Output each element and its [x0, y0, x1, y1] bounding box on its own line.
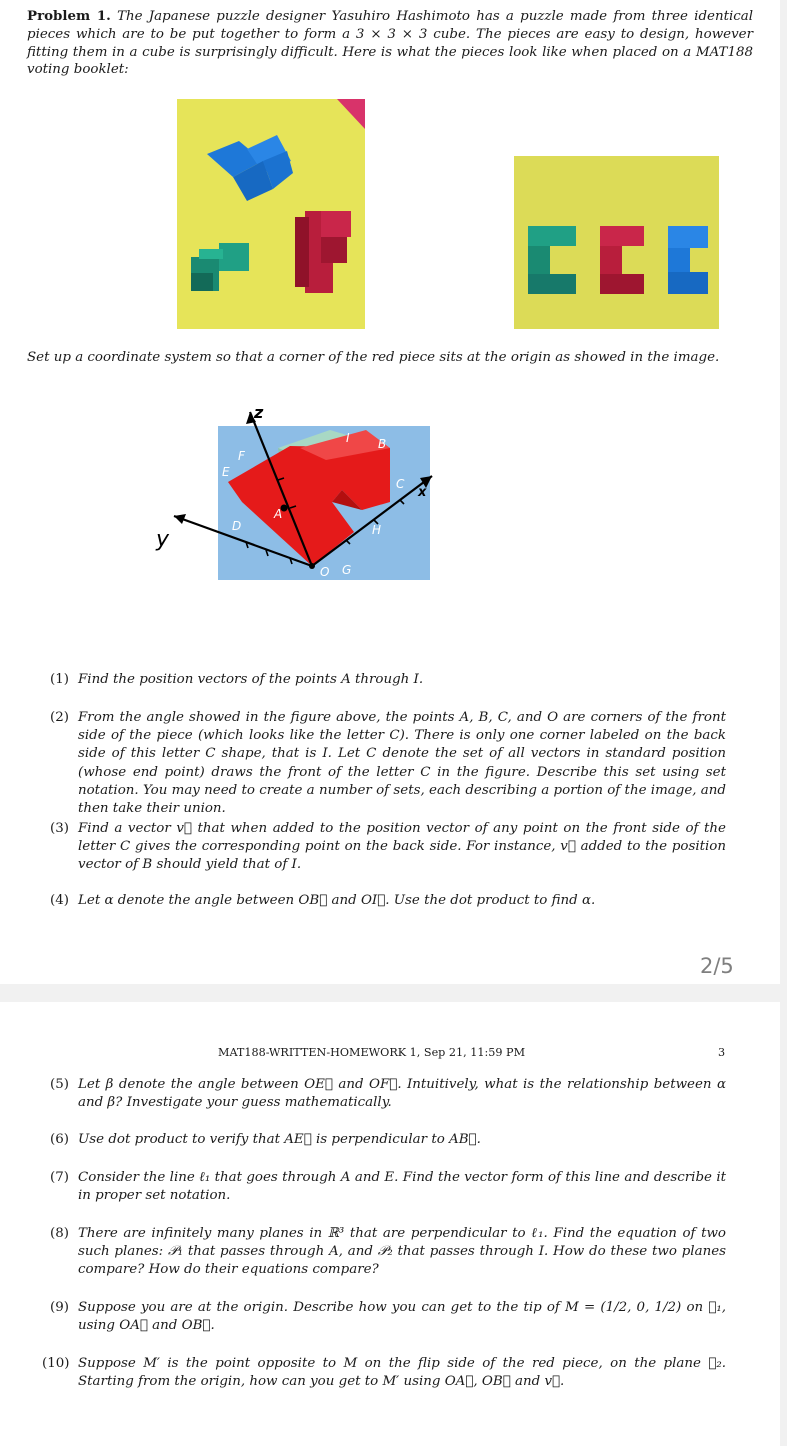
letter-c-pieces-illustration	[514, 156, 719, 329]
z-axis-label: z	[254, 403, 264, 422]
question-2-number: (2)	[50, 710, 69, 725]
question-9-text: Suppose you are at the origin. Describe how you can get to the tip of M = (1/2, 0, 1/2) on 𝒫₁, using OA⃗ and OB⃗.	[78, 1300, 726, 1334]
problem-intro-text: The Japanese puzzle designer Yasuhiro Hashimoto has a puzzle made from three identical pieces which are to be put together to form a 3 × 3 × 3 cube. The pieces are easy to design, however fitting them in a cube is surprisingly difficult. Here is what the pieces look like when placed on a MAT188 voting booklet:	[27, 9, 753, 78]
question-5-text: Let β denote the angle between OE⃗ and OF⃗. Intuitively, what is the relationship between α and β? Investigate your guess mathematically.	[78, 1077, 726, 1111]
point-f-label: F	[238, 449, 245, 463]
origin-marker	[309, 563, 315, 569]
question-3-text: Find a vector v⃗ that when added to the position vector of any point on the front side of the letter C gives the corresponding point on the back side. For instance, v⃗ added to the position vector of B should yield that of I.	[78, 821, 726, 873]
point-e-label: E	[222, 465, 230, 479]
point-h-label: H	[372, 523, 382, 537]
puzzle-pieces-photo	[177, 99, 365, 329]
letter-c-pieces-photo	[514, 156, 719, 329]
point-b-label: B	[378, 437, 387, 451]
y-axis-label: y	[156, 527, 170, 552]
coordinate-diagram-svg	[150, 390, 450, 620]
question-4-number: (4)	[50, 893, 69, 908]
question-8	[50, 1225, 726, 1280]
question-6-text: Use dot product to verify that AE⃗ is perpendicular to AB⃗.	[78, 1132, 481, 1147]
question-7-number: (7)	[50, 1170, 69, 1185]
document-page-2	[0, 1002, 780, 1446]
question-1-number: (1)	[50, 672, 69, 687]
problem-label: Problem 1.	[27, 8, 111, 24]
running-head-title: MAT188-WRITTEN-HOMEWORK 1, Sep 21, 11:59 PM	[218, 1046, 526, 1059]
question-10-number: (10)	[42, 1356, 70, 1371]
question-9	[50, 1299, 726, 1335]
question-9-number: (9)	[50, 1300, 69, 1315]
question-8-text: There are infinitely many planes in ℝ³ that are perpendicular to ℓ₁. Find the equation of two such planes: 𝒫₁ that passes through A, and 𝒫₂ that passes through I. How do these two planes compare? How do their equations compare?	[78, 1226, 726, 1278]
question-4	[50, 892, 726, 910]
question-10	[42, 1355, 726, 1391]
question-1-text: Find the position vectors of the points A through I.	[78, 672, 424, 687]
question-2	[50, 709, 726, 818]
question-5	[50, 1076, 726, 1112]
question-4-text: Let α denote the angle between OB⃗ and OI⃗. Use the dot product to find α.	[78, 893, 596, 908]
coordinate-diagram	[150, 390, 450, 620]
question-6-number: (6)	[50, 1132, 69, 1147]
point-c-label: C	[396, 477, 405, 491]
point-a-label: A	[274, 507, 283, 521]
question-3-number: (3)	[50, 821, 69, 836]
puzzle-pieces-illustration	[177, 99, 365, 329]
coordinate-setup-text: Set up a coordinate system so that a corner of the red piece sits at the origin as showed in the image.	[27, 350, 720, 365]
point-i-label: I	[346, 431, 350, 445]
question-6	[50, 1131, 726, 1149]
question-8-number: (8)	[50, 1226, 69, 1241]
question-3	[50, 820, 726, 875]
page-indicator: 2/5	[700, 954, 734, 978]
point-o-label: O	[320, 565, 330, 579]
page-number: 3	[718, 1046, 726, 1059]
point-d-label: D	[232, 519, 242, 533]
question-5-number: (5)	[50, 1077, 69, 1092]
question-2-text: From the angle showed in the figure above, the points A, B, C, and O are corners of the front side of the piece (which looks like the letter C). There is only one corner labeled on the back side of this letter C shape, that is I. Let C denote the set of all vectors in standard position (whose end point) draws the front of the letter C in the figure. Describe this set using set notation. You may need to create a number of sets, each describing a portion of the image, and then take their union.	[78, 710, 726, 817]
question-10-text: Suppose M′ is the point opposite to M on the flip side of the red piece, on the plane 𝒫₂. Starting from the origin, how can you get to M′ using OA⃗, OB⃗ and v⃗.	[78, 1356, 726, 1390]
problem-intro	[27, 8, 753, 79]
x-axis-label: x	[418, 485, 427, 500]
question-7	[50, 1169, 726, 1205]
point-g-label: G	[342, 563, 352, 577]
question-7-text: Consider the line ℓ₁ that goes through A and E. Find the vector form of this line and describe it in proper set notation.	[78, 1170, 726, 1204]
question-1	[50, 671, 726, 689]
